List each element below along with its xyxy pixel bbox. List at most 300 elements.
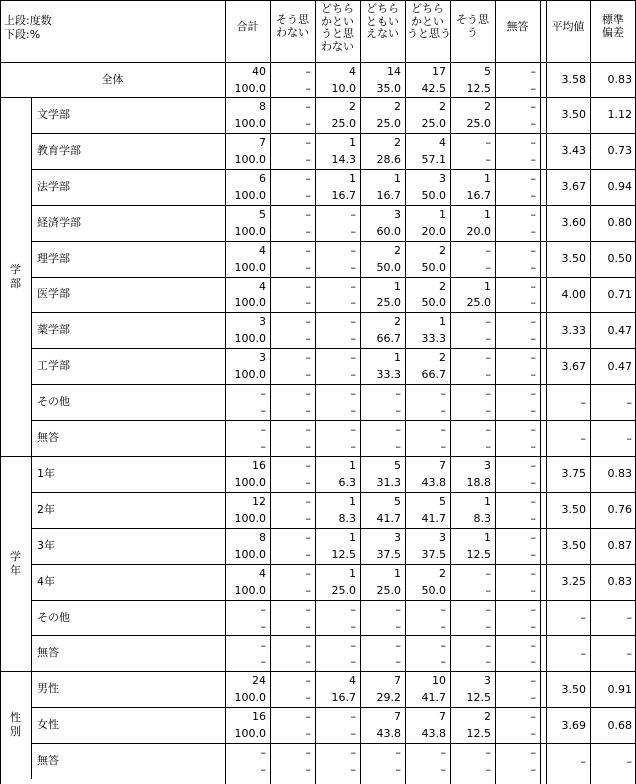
percent-cell: 10.0 (331, 81, 356, 95)
percent-cell: 41.7 (376, 511, 401, 525)
count-cell: – (485, 423, 491, 437)
count-cell: – (485, 243, 491, 257)
count-cell: 2 (439, 243, 446, 257)
count-cell: 1 (484, 279, 491, 293)
percent-cell: – (305, 583, 311, 597)
percent-cell: – (260, 763, 266, 777)
percent-cell: 100.0 (234, 583, 266, 597)
count-cell: – (305, 459, 311, 472)
mean-cell: 3.50 (561, 503, 586, 517)
mean-cell: – (580, 754, 586, 768)
count-cell: 4 (349, 65, 356, 78)
percent-cell: – (305, 475, 311, 489)
count-cell: 16 (252, 459, 266, 472)
count-cell: – (350, 207, 356, 221)
count-cell: – (350, 638, 356, 652)
row-label: 男性 (37, 682, 59, 696)
count-cell: – (350, 279, 356, 293)
percent-cell: 50.0 (421, 188, 446, 202)
row-label: 無答 (37, 431, 59, 445)
count-cell: – (530, 279, 536, 293)
count-cell: 1 (349, 135, 356, 149)
percent-cell: – (530, 296, 536, 310)
count-cell: 3 (259, 315, 266, 329)
count-cell: 3 (484, 459, 491, 472)
sd-cell: – (626, 754, 632, 768)
percent-cell: – (350, 763, 356, 777)
percent-cell: – (260, 619, 266, 633)
count-cell: – (260, 638, 266, 652)
count-cell: – (530, 674, 536, 688)
percent-cell: – (305, 368, 311, 382)
percent-cell: – (350, 332, 356, 346)
count-cell: – (530, 207, 536, 221)
percent-cell: – (395, 655, 401, 669)
count-cell: 1 (349, 171, 356, 185)
percent-cell: – (530, 691, 536, 705)
count-cell: 10 (432, 674, 446, 688)
percent-cell: – (530, 224, 536, 238)
count-cell: – (350, 710, 356, 724)
count-cell: – (530, 530, 536, 544)
column-header: どちら かとい うと思 わない (321, 2, 354, 53)
percent-cell: 100.0 (234, 296, 266, 310)
count-cell: 7 (259, 135, 266, 149)
count-cell: 7 (394, 674, 401, 688)
percent-cell: – (530, 727, 536, 741)
count-cell: 5 (439, 494, 446, 508)
percent-cell: 8.3 (473, 511, 491, 525)
percent-cell: 16.7 (466, 188, 491, 202)
percent-cell: 50.0 (421, 260, 446, 274)
percent-cell: – (305, 260, 311, 274)
percent-cell: 37.5 (376, 547, 401, 561)
count-cell: – (395, 602, 401, 616)
sd-cell: 1.12 (607, 108, 632, 122)
count-cell: 4 (439, 135, 446, 149)
sd-cell: – (626, 646, 632, 660)
count-cell: 40 (252, 65, 266, 78)
row-label: 無答 (37, 754, 59, 768)
stat-header: 平均値 (551, 20, 585, 33)
count-cell: – (305, 746, 311, 760)
percent-cell: – (530, 152, 536, 166)
percent-cell: 42.5 (421, 81, 446, 95)
count-cell: 3 (394, 530, 401, 544)
percent-cell: 100.0 (234, 547, 266, 561)
row-label: 経済学部 (37, 215, 81, 229)
percent-cell: – (305, 81, 311, 95)
percent-cell: 43.8 (376, 727, 401, 741)
group-label: 学 年 (10, 549, 21, 577)
count-cell: 7 (439, 710, 446, 724)
percent-cell: – (350, 619, 356, 633)
percent-cell: 18.8 (466, 475, 491, 489)
count-cell: – (440, 638, 446, 652)
sd-cell: 0.83 (607, 73, 632, 86)
mean-cell: – (580, 611, 586, 625)
sd-cell: 0.68 (607, 718, 632, 732)
sd-cell: 0.71 (607, 287, 632, 301)
percent-cell: – (350, 368, 356, 382)
count-cell: – (305, 315, 311, 329)
percent-cell: – (530, 655, 536, 669)
count-cell: – (530, 243, 536, 257)
percent-cell: 41.7 (421, 511, 446, 525)
percent-cell: 100.0 (234, 368, 266, 382)
percent-cell: 33.3 (421, 332, 446, 346)
percent-cell: – (485, 619, 491, 633)
column-header: どちら かとい うと思う (407, 2, 451, 40)
percent-cell: – (350, 224, 356, 238)
count-cell: 24 (252, 674, 266, 688)
percent-cell: 12.5 (466, 547, 491, 561)
percent-cell: 50.0 (421, 296, 446, 310)
group-label: 性 別 (10, 711, 21, 739)
percent-cell: – (530, 116, 536, 130)
percent-cell: 28.6 (376, 152, 401, 166)
count-cell: – (530, 566, 536, 580)
percent-cell: – (530, 619, 536, 633)
count-cell: 1 (439, 207, 446, 221)
percent-cell: – (305, 224, 311, 238)
percent-cell: – (530, 260, 536, 274)
count-cell: – (530, 351, 536, 365)
percent-cell: 25.0 (376, 296, 401, 310)
percent-cell: – (440, 404, 446, 418)
percent-cell: 100.0 (234, 116, 266, 130)
mean-cell: 3.33 (561, 323, 586, 337)
count-cell: – (305, 530, 311, 544)
percent-cell: – (305, 404, 311, 418)
percent-cell: – (395, 404, 401, 418)
count-cell: – (530, 135, 536, 149)
count-cell: 2 (439, 351, 446, 365)
percent-cell: – (530, 188, 536, 202)
count-cell: – (305, 423, 311, 437)
row-label: 女性 (37, 718, 59, 732)
count-cell: 5 (484, 65, 491, 78)
count-cell: 2 (394, 135, 401, 149)
row-label: 無答 (37, 646, 59, 660)
count-cell: – (350, 243, 356, 257)
row-label: 2年 (37, 502, 55, 516)
count-cell: – (440, 602, 446, 616)
percent-cell: – (530, 475, 536, 489)
percent-cell: 12.5 (466, 727, 491, 741)
percent-cell: 60.0 (376, 224, 401, 238)
count-cell: – (530, 602, 536, 616)
count-cell: – (395, 423, 401, 437)
percent-cell: 100.0 (234, 152, 266, 166)
count-cell: 3 (439, 171, 446, 185)
count-cell: 2 (484, 710, 491, 724)
count-cell: – (305, 65, 311, 78)
percent-cell: 25.0 (421, 116, 446, 130)
count-cell: – (305, 171, 311, 185)
count-cell: 7 (394, 710, 401, 724)
count-cell: 3 (259, 351, 266, 365)
count-cell: 16 (252, 710, 266, 724)
count-cell: – (305, 710, 311, 724)
count-cell: 1 (394, 566, 401, 580)
percent-cell: – (350, 727, 356, 741)
count-cell: – (305, 279, 311, 293)
count-cell: – (440, 387, 446, 401)
count-cell: 2 (394, 315, 401, 329)
count-cell: 4 (259, 566, 266, 580)
percent-cell: 12.5 (331, 547, 356, 561)
count-cell: – (395, 746, 401, 760)
percent-cell: – (305, 655, 311, 669)
count-cell: – (260, 387, 266, 401)
count-cell: – (305, 100, 311, 113)
percent-cell: 37.5 (421, 547, 446, 561)
percent-cell: 66.7 (421, 368, 446, 382)
count-cell: 8 (259, 100, 266, 113)
percent-cell: – (395, 440, 401, 454)
count-cell: 17 (432, 65, 446, 78)
percent-cell: 16.7 (376, 188, 401, 202)
count-cell: 1 (349, 459, 356, 472)
percent-cell: – (350, 655, 356, 669)
percent-cell: 16.7 (331, 188, 356, 202)
percent-cell: – (395, 619, 401, 633)
sd-cell: 0.94 (607, 180, 632, 194)
percent-cell: – (305, 296, 311, 310)
percent-cell: 100.0 (234, 691, 266, 705)
count-cell: – (485, 566, 491, 580)
mean-cell: – (580, 395, 586, 409)
column-header: 合計 (236, 20, 259, 33)
mean-cell: 3.50 (561, 252, 586, 266)
row-label: 理学部 (37, 251, 70, 265)
percent-cell: – (485, 655, 491, 669)
count-cell: – (350, 315, 356, 329)
percent-cell: – (395, 763, 401, 777)
count-cell: 2 (439, 100, 446, 113)
mean-cell: 3.50 (561, 108, 586, 122)
count-cell: – (530, 710, 536, 724)
count-cell: 4 (349, 674, 356, 688)
percent-cell: – (350, 296, 356, 310)
sd-cell: 0.87 (607, 539, 632, 553)
row-label: 4年 (37, 574, 55, 588)
count-cell: 3 (439, 530, 446, 544)
percent-cell: 66.7 (376, 332, 401, 346)
mean-cell: 3.58 (561, 73, 586, 86)
count-cell: 12 (252, 494, 266, 508)
count-cell: – (305, 135, 311, 149)
percent-cell: – (440, 619, 446, 633)
mean-cell: – (580, 431, 586, 445)
percent-cell: 100.0 (234, 727, 266, 741)
percent-cell: – (305, 440, 311, 454)
count-cell: – (305, 494, 311, 508)
count-cell: – (485, 387, 491, 401)
percent-cell: 100.0 (234, 81, 266, 95)
percent-cell: – (485, 260, 491, 274)
count-cell: – (350, 746, 356, 760)
mean-cell: 3.67 (561, 180, 586, 194)
count-cell: – (530, 638, 536, 652)
count-cell: – (350, 387, 356, 401)
row-label: 文学部 (37, 107, 70, 121)
sd-cell: 0.47 (607, 359, 632, 373)
count-cell: – (530, 387, 536, 401)
percent-cell: – (485, 440, 491, 454)
percent-cell: 100.0 (234, 260, 266, 274)
percent-cell: – (440, 763, 446, 777)
sd-cell: 0.83 (607, 575, 632, 589)
percent-cell: 14.3 (331, 152, 356, 166)
percent-cell: 35.0 (376, 81, 401, 95)
sd-cell: 0.76 (607, 503, 632, 517)
percent-cell: – (305, 116, 311, 130)
count-cell: – (305, 243, 311, 257)
sd-cell: – (626, 431, 632, 445)
percent-cell: 100.0 (234, 511, 266, 525)
row-label: その他 (37, 610, 70, 624)
percent-cell: 33.3 (376, 368, 401, 382)
percent-cell: – (485, 404, 491, 418)
percent-cell: – (485, 763, 491, 777)
percent-cell: – (530, 547, 536, 561)
count-cell: – (305, 674, 311, 688)
row-label: その他 (37, 395, 70, 409)
percent-cell: – (485, 368, 491, 382)
count-cell: – (485, 135, 491, 149)
percent-cell: 100.0 (234, 188, 266, 202)
row-label: 3年 (37, 538, 55, 552)
count-cell: – (305, 638, 311, 652)
mean-cell: 3.25 (561, 575, 586, 589)
count-cell: 1 (394, 279, 401, 293)
sd-cell: 0.50 (607, 252, 632, 266)
column-header: そう思 う (456, 13, 489, 39)
sd-cell: 0.73 (607, 144, 632, 158)
count-cell: 1 (349, 494, 356, 508)
percent-cell: – (530, 511, 536, 525)
percent-cell: 20.0 (466, 224, 491, 238)
count-cell: – (395, 387, 401, 401)
count-cell: 14 (387, 65, 401, 78)
count-cell: 1 (394, 171, 401, 185)
count-cell: – (530, 100, 536, 113)
percent-cell: 50.0 (421, 583, 446, 597)
count-cell: 2 (394, 243, 401, 257)
mean-cell: 3.43 (561, 144, 586, 158)
count-cell: 2 (394, 100, 401, 113)
count-cell: – (530, 423, 536, 437)
count-cell: 4 (259, 243, 266, 257)
percent-cell: – (440, 655, 446, 669)
count-cell: – (530, 494, 536, 508)
count-cell: – (350, 423, 356, 437)
count-cell: – (485, 638, 491, 652)
percent-cell: – (260, 440, 266, 454)
count-cell: – (260, 423, 266, 437)
count-cell: – (305, 351, 311, 365)
percent-cell: 12.5 (466, 691, 491, 705)
percent-cell: 100.0 (234, 224, 266, 238)
sd-cell: – (626, 611, 632, 625)
percent-cell: 100.0 (234, 475, 266, 489)
row-label: 法学部 (37, 179, 70, 193)
percent-cell: 25.0 (331, 116, 356, 130)
stub-label-lower: 下段:% (4, 28, 41, 41)
count-cell: – (395, 638, 401, 652)
count-cell: 1 (349, 566, 356, 580)
percent-cell: – (485, 332, 491, 346)
mean-cell: 3.50 (561, 682, 586, 696)
percent-cell: 25.0 (331, 583, 356, 597)
stat-header: 標準 偏差 (602, 13, 624, 39)
percent-cell: – (305, 763, 311, 777)
percent-cell: – (260, 404, 266, 418)
mean-cell: 4.00 (561, 287, 586, 301)
stub-label-upper: 上段:度数 (4, 14, 52, 27)
percent-cell: – (260, 655, 266, 669)
percent-cell: – (305, 511, 311, 525)
percent-cell: – (530, 583, 536, 597)
count-cell: – (530, 459, 536, 472)
count-cell: 2 (439, 566, 446, 580)
percent-cell: 50.0 (376, 260, 401, 274)
count-cell: 2 (484, 100, 491, 113)
percent-cell: 100.0 (234, 332, 266, 346)
percent-cell: – (305, 547, 311, 561)
count-cell: – (530, 171, 536, 185)
count-cell: 1 (439, 315, 446, 329)
count-cell: – (485, 351, 491, 365)
column-header: どちら ともい えない (366, 2, 399, 40)
sd-cell: 0.91 (607, 682, 632, 696)
percent-cell: – (530, 763, 536, 777)
count-cell: 5 (394, 494, 401, 508)
percent-cell: – (350, 260, 356, 274)
count-cell: – (260, 746, 266, 760)
percent-cell: 57.1 (421, 152, 446, 166)
percent-cell: 31.3 (376, 475, 401, 489)
count-cell: 5 (394, 459, 401, 472)
percent-cell: 41.7 (421, 691, 446, 705)
mean-cell: 3.75 (561, 467, 586, 481)
percent-cell: – (440, 440, 446, 454)
percent-cell: 20.0 (421, 224, 446, 238)
sd-cell: 0.80 (607, 216, 632, 230)
count-cell: – (305, 387, 311, 401)
column-header: 無答 (506, 20, 529, 33)
count-cell: 3 (484, 674, 491, 688)
row-label: 1年 (37, 466, 55, 480)
count-cell: – (485, 602, 491, 616)
count-cell: – (530, 315, 536, 329)
column-header: そう思 わない (276, 13, 309, 39)
count-cell: – (485, 746, 491, 760)
percent-cell: 8.3 (338, 511, 356, 525)
mean-cell: 3.60 (561, 216, 586, 230)
count-cell: 1 (484, 207, 491, 221)
count-cell: – (440, 423, 446, 437)
count-cell: 1 (394, 351, 401, 365)
count-cell: – (485, 315, 491, 329)
percent-cell: 25.0 (376, 116, 401, 130)
count-cell: 4 (259, 279, 266, 293)
count-cell: 1 (484, 530, 491, 544)
percent-cell: 12.5 (466, 81, 491, 95)
count-cell: – (305, 566, 311, 580)
